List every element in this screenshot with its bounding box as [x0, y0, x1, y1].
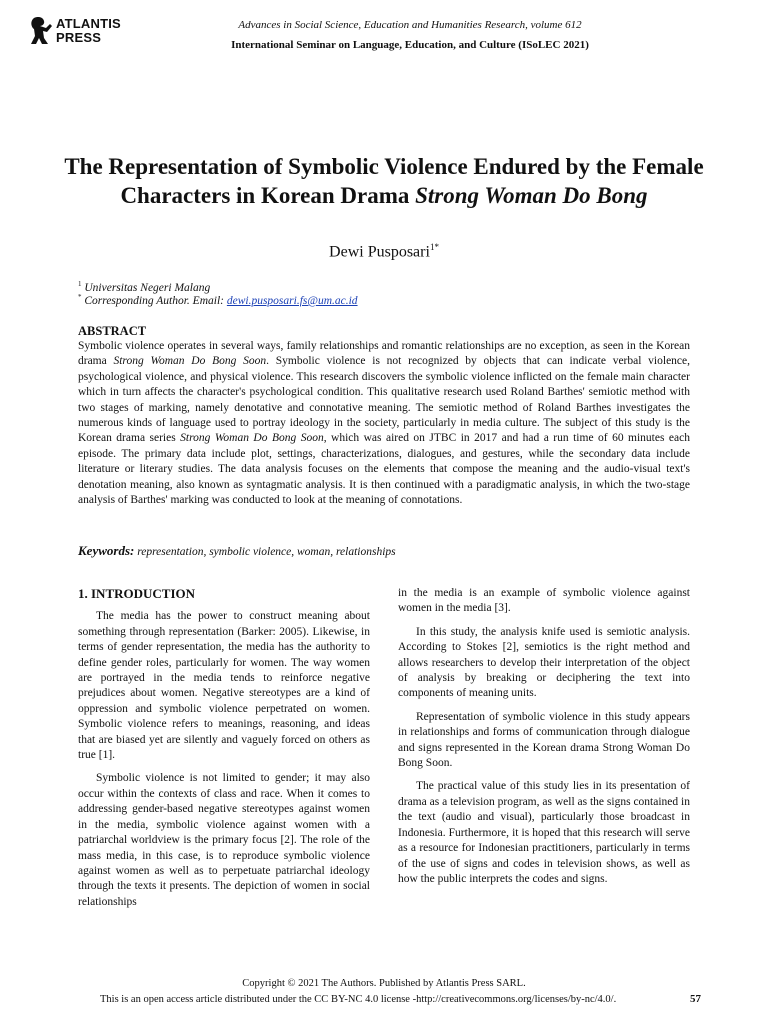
series-title: Advances in Social Science, Education and Humanities Research, volume 612: [238, 19, 582, 31]
affiliation-name: Universitas Negeri Malang: [84, 281, 211, 294]
author: [0, 242, 768, 261]
paragraph: Representation of symbolic violence in this study appears in relationships and forms of communication through dialogue and signs represented in the Korean drama Strong Woman Do Bong Soon.: [398, 710, 690, 770]
paragraph: Symbolic violence is not limited to gender; it may also occur within the contexts of class and race. When it comes to addressing gender-based negative stereotypes against women in the media, symbolic violence against women with a patriarchal worldview is the primary focus [2]. The role of the mass media, in this case, is to reproduce symbolic violence against women as well as to perpetuate patriarchal ideology through the texts it presents. The depiction of women in social relationships: [78, 772, 370, 908]
abstract-text-2: . Symbolic violence is not recognized by objects that can indicate verbal violence, psychological violence, and physical violence. This research discovers the symbolic violence inflicted on the female main character which in turn affects the character's psychological condition. This qualitative research used Roland Barthes' semiotic method with two stages of marking, namely denotative and connotative meaning. The semiotic method of Roland Barthes investigates the numerous kinds of language used to portray ideology in the society, particularly in media culture. The subject of this study is the Korean drama series: [78, 355, 691, 445]
paragraph: in the media is an example of symbolic violence against women in the media [3].: [398, 587, 690, 615]
license-notice: This is an open access article distributed under the CC BY-NC 4.0 license -http://creativecommons.org/licenses/by-nc/4.0/.: [100, 994, 617, 1005]
author-marker: 1*: [429, 242, 439, 252]
keywords: [78, 543, 396, 559]
corresponding-marker: *: [78, 293, 82, 301]
logo-wordmark-line2: PRESS: [56, 30, 102, 45]
paper-title-italic: Strong Woman Do Bong: [415, 183, 648, 208]
abstract-text-3: , which was aired on JTBC in 2017 and had a run time of 60 minutes each episode. The primary data include plot, settings, characterizations, dialogues, and gestures, while the secondary data include literature or literary studies. The data analysis focuses on the elements that compose the meaning and the audio-visual text's denotation meaning, also known as syntagmatic analysis. It is then continued with a paradigmatic analysis, in which the two-stage analysis of Barthes' marking was conducted to look at the meaning of connotations.: [78, 432, 690, 507]
abstract-body: [78, 339, 690, 508]
paragraph: In this study, the analysis knife used is semiotic analysis. According to Stokes [2], semiotics is the right method and allows researchers to develop their interpretation of the object of analysis by breaking or deciphering the text into components of meaning units.: [398, 625, 690, 700]
atlantis-figure-icon: [28, 16, 54, 46]
keywords-label: Keywords:: [78, 543, 135, 558]
seminar-title: International Seminar on Language, Education, and Culture (ISoLEC 2021): [231, 39, 589, 51]
paper-title-plain: The Representation of Symbolic Violence Endured by the Female Characters in Korean Drama: [64, 154, 704, 208]
page-number: 57: [690, 993, 701, 1005]
affiliation-marker: 1: [78, 280, 82, 288]
logo-wordmark-line1: ATLANTIS: [56, 16, 121, 31]
corresponding-author: [78, 293, 358, 307]
introduction-heading: 1. INTRODUCTION: [78, 586, 196, 601]
paragraph: The practical value of this study lies in its presentation of drama as a television program, as well as the signs contained in the text (audio and visual), particularly those broadcast in Indonesia. Furthermore, it is hoped that this research will serve as a resource for Indonesian practitioners, particularly in terms of the use of signs and codes in television shows, as well as how the public interprets the codes and signs.: [398, 780, 690, 885]
abstract-italic-2: Strong Woman Do Bong Soon: [180, 432, 324, 445]
affiliation: [78, 280, 210, 294]
email-link[interactable]: dewi.pusposari.fs@um.ac.id: [226, 294, 358, 307]
abstract-heading: ABSTRACT: [78, 324, 147, 338]
paper-title: [60, 152, 708, 210]
right-column: [398, 586, 690, 895]
abstract-italic-1: Strong Woman Do Bong Soon: [113, 355, 267, 368]
author-name: Dewi Pusposari: [329, 243, 430, 261]
left-column: [78, 586, 370, 918]
keywords-text: representation, symbolic violence, woman, relationships: [134, 546, 396, 558]
corresponding-label: Corresponding Author. Email:: [84, 294, 227, 307]
paragraph: The media has the power to construct meaning about something through representation (Barker: 2005). Likewise, in terms of gender representation, the media has the authority to define gender roles, particularly for women. The way women are portrayed in the media tends to reinforce negative prejudices about women. Negative stereotypes are a kind of oppression and symbolic violence perpetrated on women. Symbolic violence refers to meanings, reasoning, and ideas that are biased yet are silently and vaguely forced on others as true [1].: [78, 610, 370, 762]
abstract-text-1: Symbolic violence operates in several ways, family relationships and romantic relationships are no exception, as seen in the Korean drama: [78, 340, 690, 368]
copyright-notice: Copyright © 2021 The Authors. Published by Atlantis Press SARL.: [242, 978, 526, 989]
publisher-logo: [28, 16, 128, 50]
